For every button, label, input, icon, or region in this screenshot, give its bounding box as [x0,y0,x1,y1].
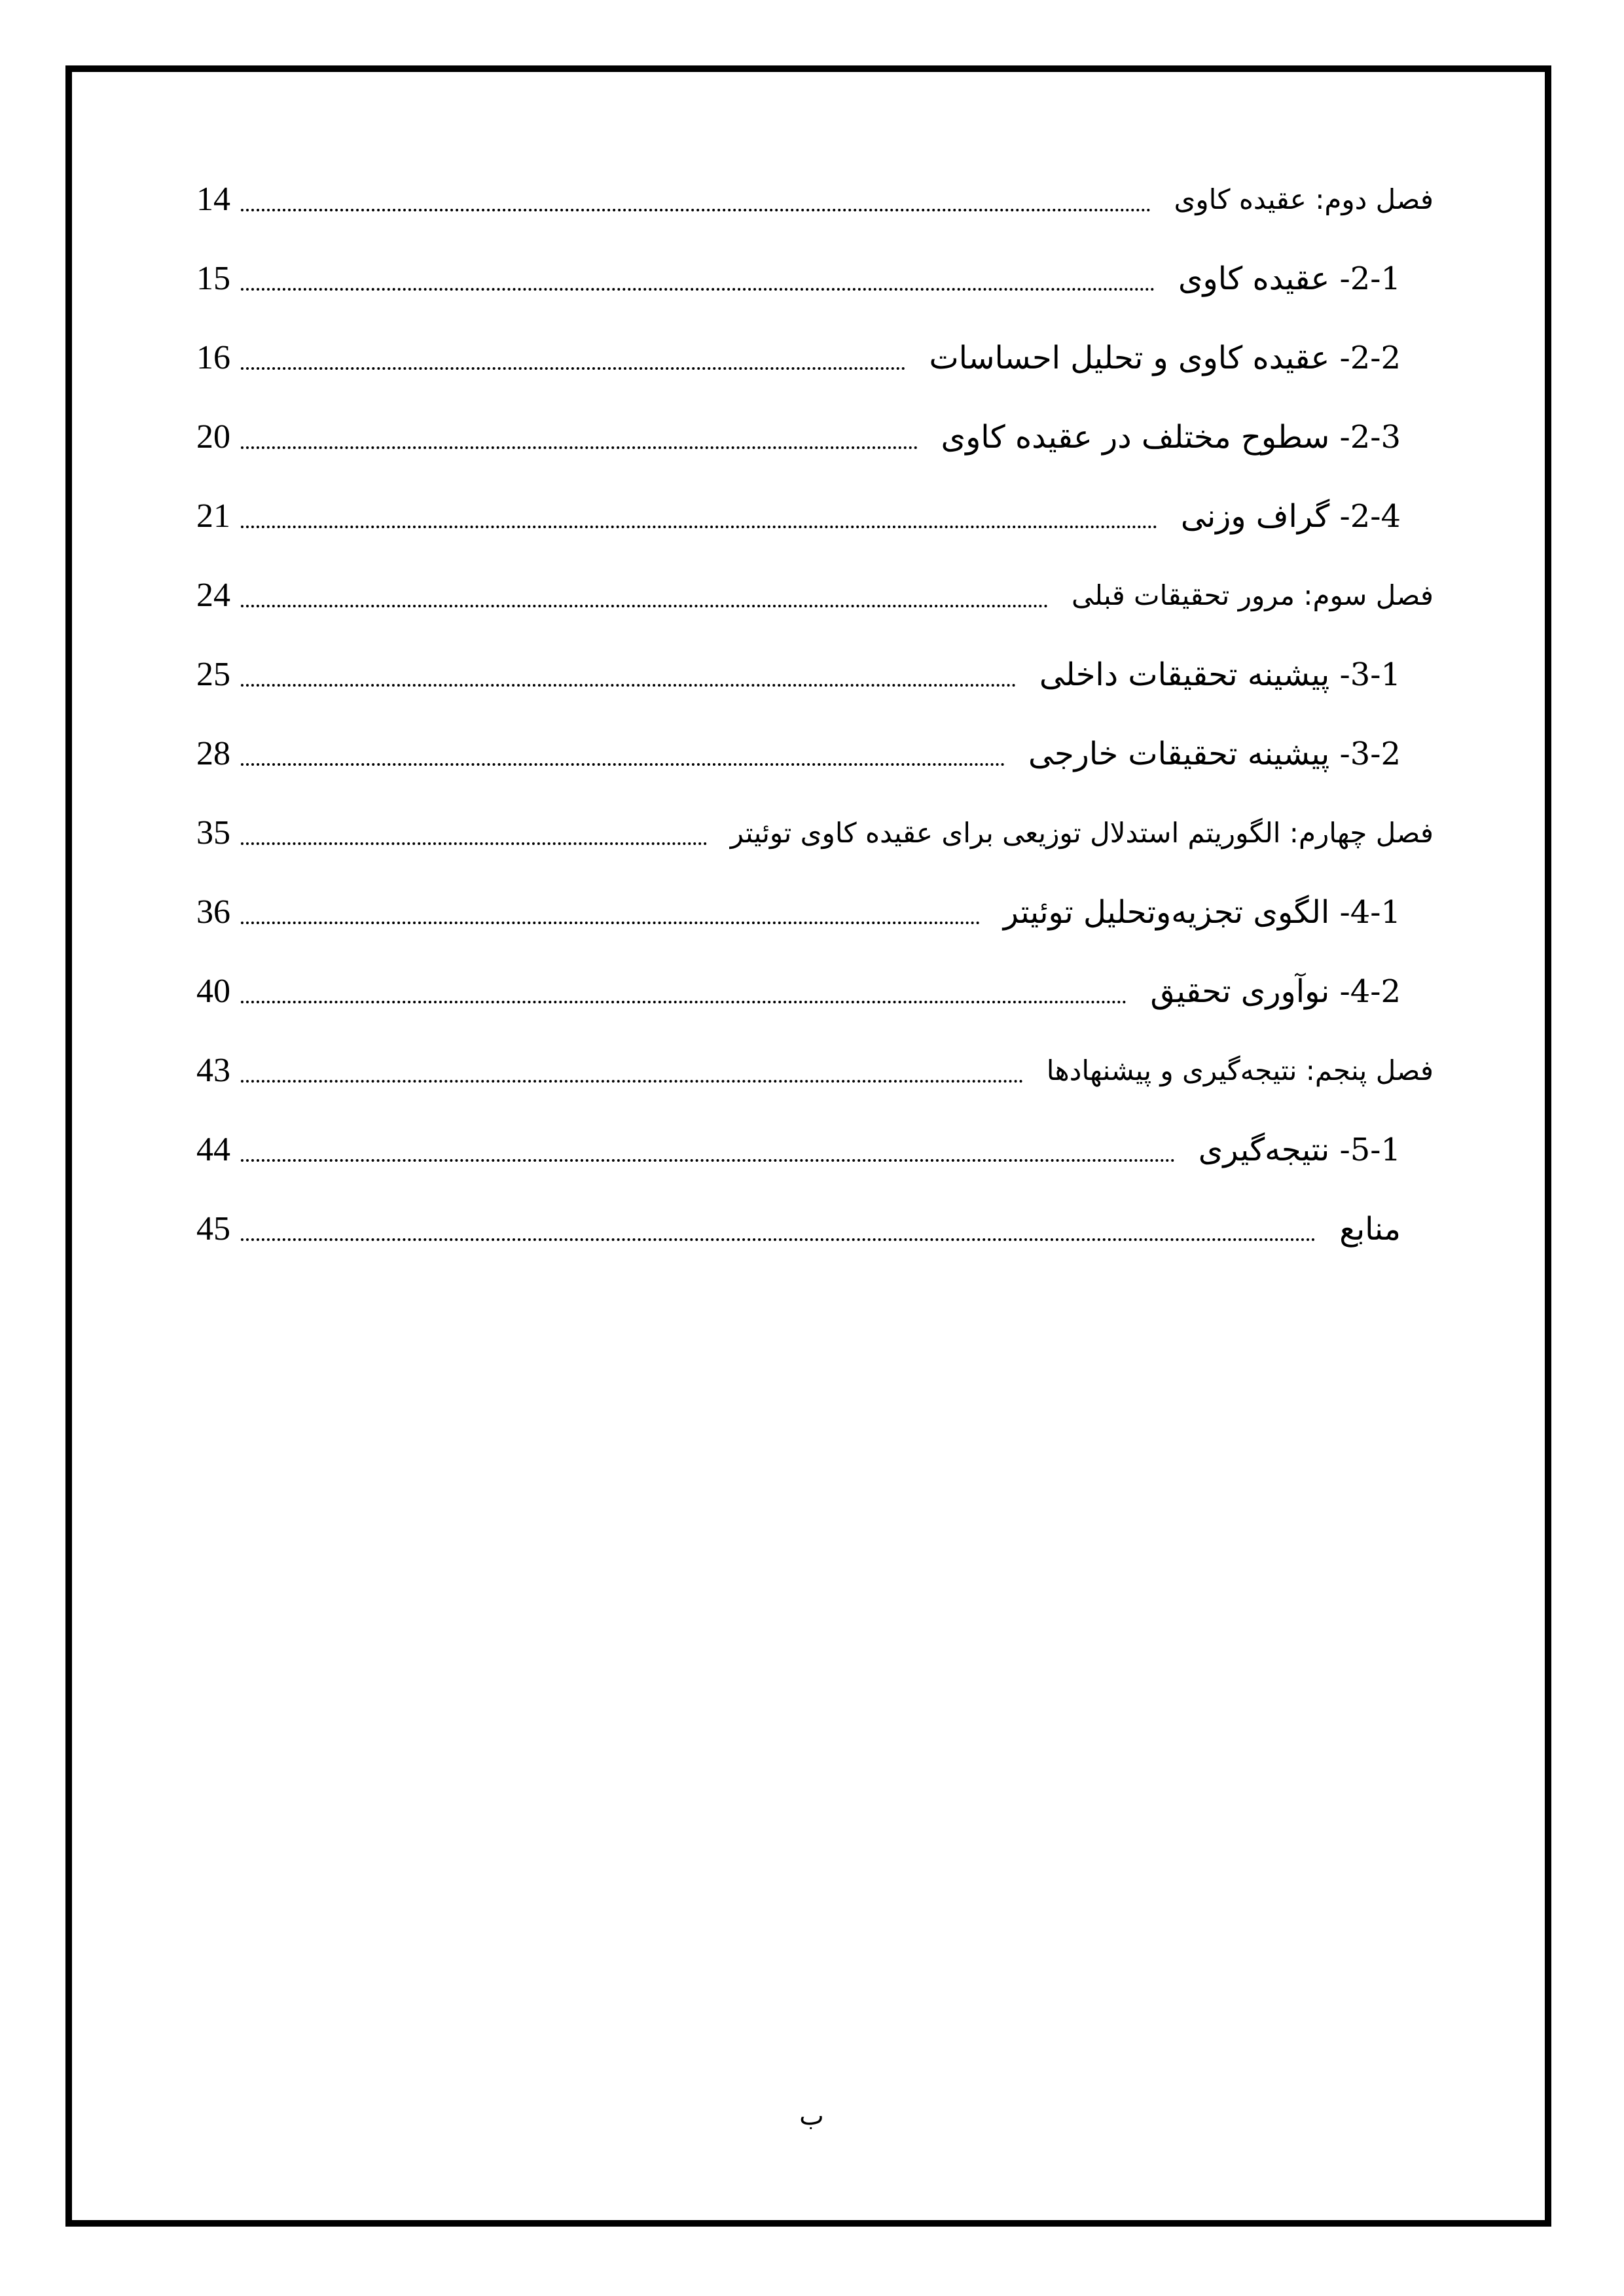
toc-entry-section-3-2[interactable] [196,721,1434,787]
toc-entry-page: 36 [196,893,230,931]
page-number-letter: ب [799,2101,824,2131]
toc-entry-title: منابع [1339,1211,1401,1247]
toc-entry-page: 25 [196,656,230,693]
toc-entry-section-2-1[interactable] [196,246,1434,312]
toc-entry-section-2-2[interactable] [196,325,1434,391]
toc-entry-title: فصل پنجم: نتیجه‌گیری و پیشنهادها [1046,1054,1434,1086]
toc-entry-title: فصل سوم: مرور تحقیقات قبلی [1072,579,1434,611]
toc-entry-title: فصل چهارم: الگوریتم استدلال توزیعی برای عقیده کاوی توئیتر [730,817,1434,849]
toc-entry-page: 15 [196,260,230,297]
dot-leader [241,684,1016,687]
dot-leader [241,1238,1316,1241]
dot-leader [241,526,1157,528]
toc-entry-page: 45 [196,1210,230,1247]
toc-entry-section-4-2[interactable] [196,959,1434,1024]
dot-leader [241,1159,1175,1162]
toc-entry-chapter-2[interactable] [196,167,1434,232]
toc-entry-page: 44 [196,1131,230,1168]
dot-leader [241,1001,1127,1003]
toc-entry-title: 3-2- پیشینه تحقیقات خارجی [1028,736,1401,772]
toc-entry-title: 2-2- عقیده کاوی و تحلیل احساسات [929,340,1401,376]
toc-entry-chapter-4[interactable] [196,800,1434,866]
toc-entry-section-2-4[interactable] [196,484,1434,549]
toc-entry-page: 43 [196,1052,230,1089]
toc-entry-title: 4-2- نوآوری تحقیق [1150,973,1401,1010]
toc-entry-page: 21 [196,497,230,535]
dot-leader [241,1080,1023,1083]
toc-entry-title: 2-1- عقیده کاوی [1178,260,1401,297]
dot-leader [241,367,905,370]
toc-entry-title: 4-1- الگوی تجزیه‌وتحلیل توئیتر [1003,894,1401,931]
toc-entry-section-5-1[interactable] [196,1117,1434,1183]
toc-entry-title: 5-1- نتیجه‌گیری [1198,1132,1401,1168]
toc-entry-section-4-1[interactable] [196,880,1434,945]
toc-entry-title: فصل دوم: عقیده کاوی [1174,183,1434,215]
toc-entry-page: 35 [196,814,230,852]
dot-leader [241,446,918,449]
dot-leader [241,842,707,845]
toc-entry-page: 28 [196,735,230,772]
dot-leader [241,605,1048,607]
toc-entry-section-3-1[interactable] [196,642,1434,708]
toc-entry-chapter-5[interactable] [196,1038,1434,1103]
dot-leader [241,922,980,924]
toc-entry-chapter-3[interactable] [196,563,1434,628]
toc-entry-title: 3-1- پیشینه تحقیقات داخلی [1039,656,1401,693]
toc-entry-title: 2-3- سطوح مختلف در عقیده کاوی [941,419,1401,456]
toc-entry-page: 40 [196,973,230,1010]
toc-entry-references[interactable] [196,1196,1434,1262]
toc-entry-page: 20 [196,418,230,456]
toc-entry-section-2-3[interactable] [196,404,1434,470]
toc-entry-page: 16 [196,339,230,376]
dot-leader [241,288,1155,291]
toc-entry-page: 24 [196,577,230,614]
toc-entry-page: 14 [196,181,230,218]
dot-leader [241,763,1005,766]
toc-entry-title: 2-4- گراف وزنی [1180,498,1401,535]
dot-leader [241,209,1151,211]
